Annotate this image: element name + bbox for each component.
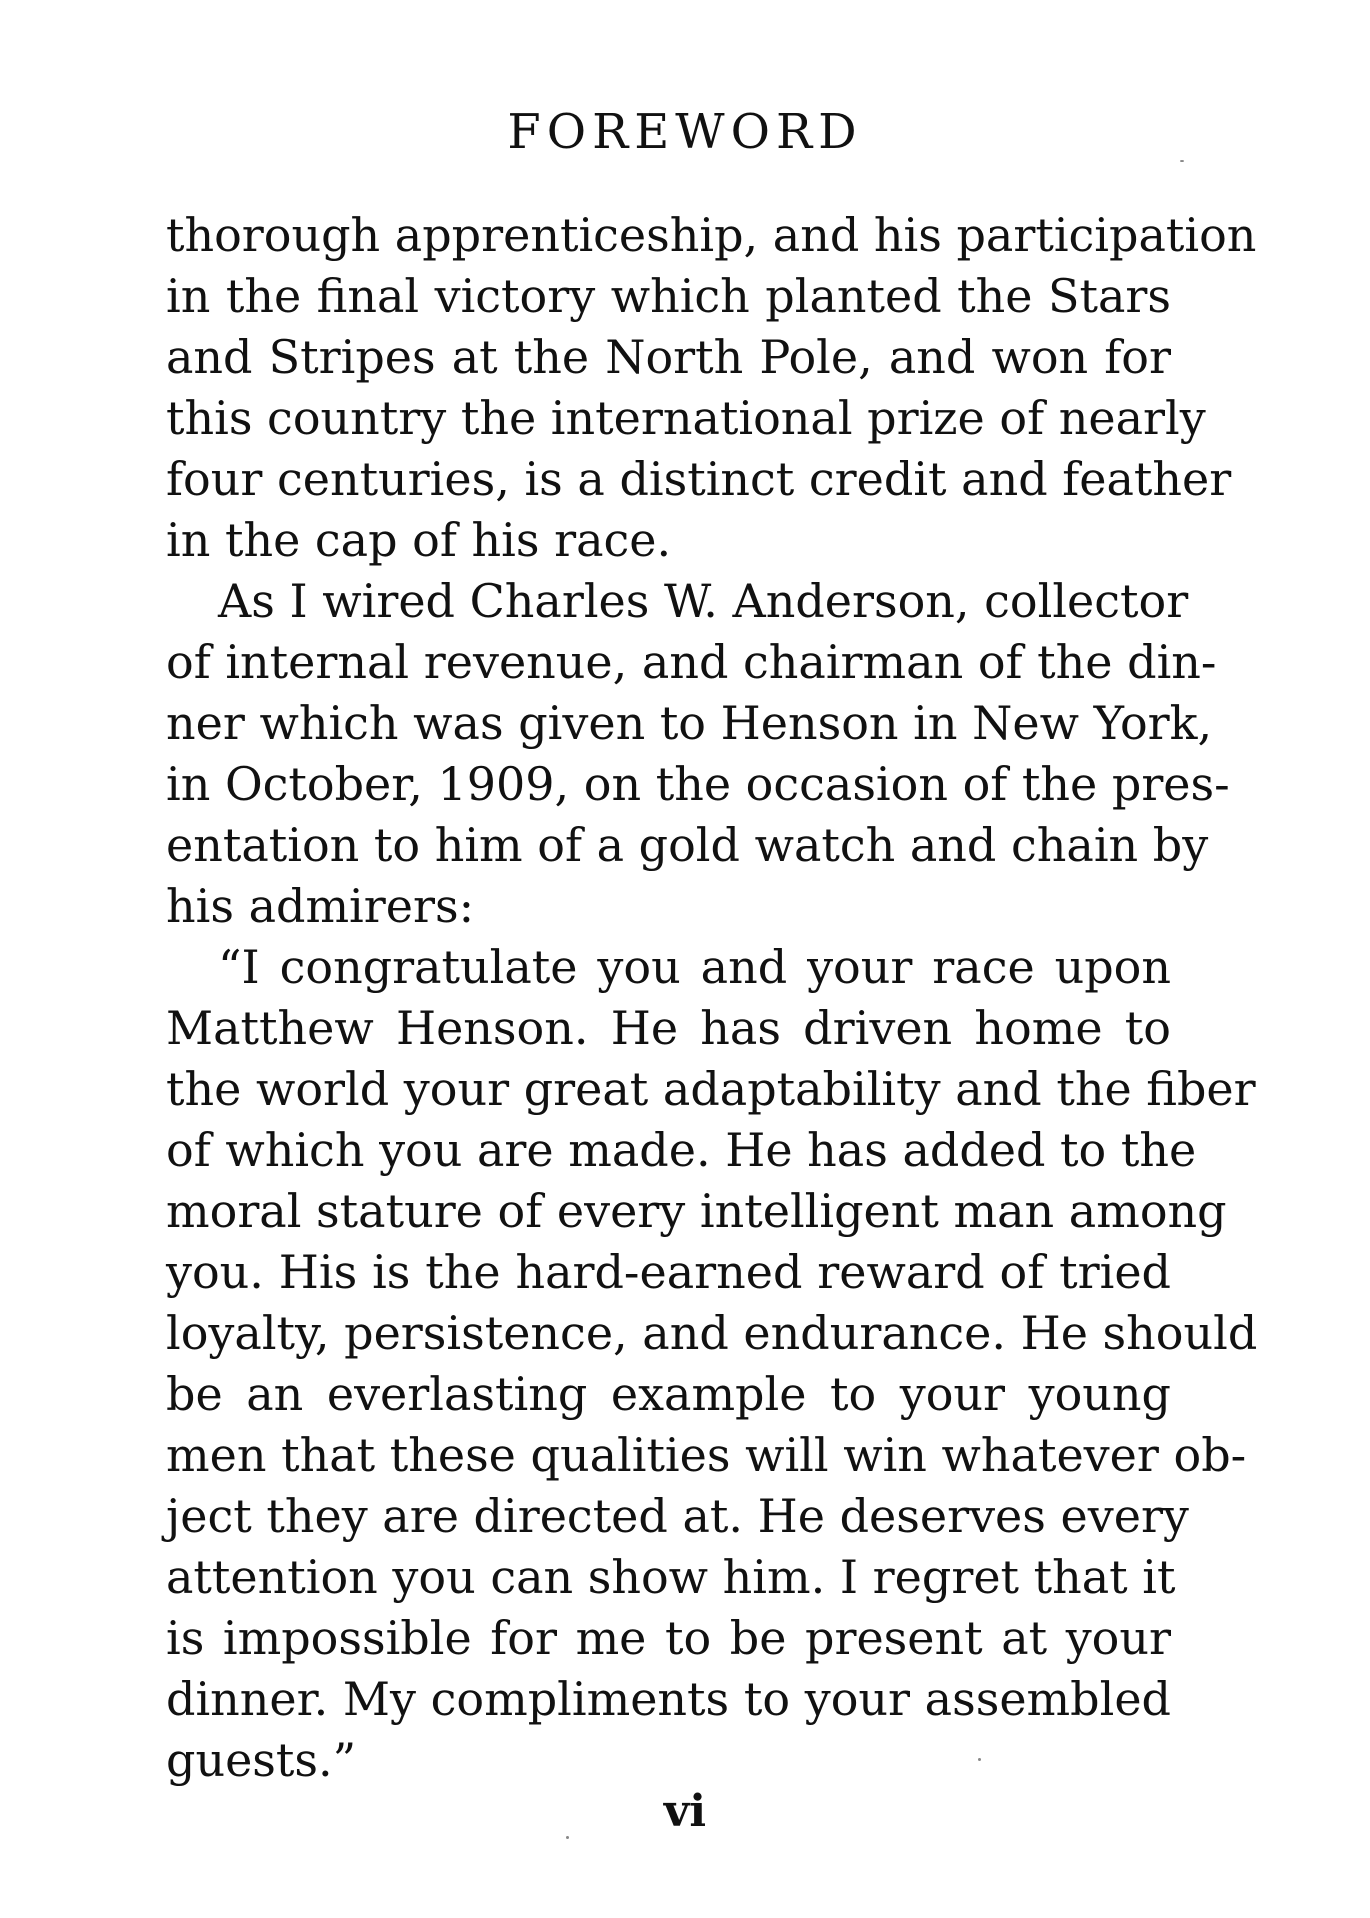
text-line: thorough apprenticeship, and his participation xyxy=(166,208,1257,262)
text-line: you. His is the hard-earned reward of tried xyxy=(166,1245,1171,1299)
text-line: dinner. My compliments to your assembled xyxy=(166,1672,1171,1726)
text-line: loyalty, persistence, and endurance. He should xyxy=(166,1306,1258,1360)
text-line: attention you can show him. I regret that it xyxy=(166,1550,1176,1604)
scan-speck xyxy=(566,1836,569,1839)
text-line: this country the international prize of nearly xyxy=(166,391,1206,445)
text-line: be an everlasting example to your young xyxy=(166,1367,1171,1421)
text-line: entation to him of a gold watch and chain by xyxy=(166,818,1209,872)
body-text xyxy=(166,205,1258,1791)
text-line: is impossible for me to be present at your xyxy=(166,1611,1171,1665)
text-line: the world your great adaptability and the fiber xyxy=(166,1062,1256,1116)
text-line: of internal revenue, and chairman of the din- xyxy=(166,635,1217,689)
page-number: vi xyxy=(663,1786,707,1837)
running-head: FOREWORD xyxy=(507,104,863,160)
text-line: in October, 1909, on the occasion of the pres- xyxy=(166,757,1230,811)
text-line: of which you are made. He has added to the xyxy=(166,1123,1197,1177)
text-line: his admirers: xyxy=(166,879,475,933)
text-line: moral stature of every intelligent man among xyxy=(166,1184,1227,1238)
text-line: guests.” xyxy=(166,1733,357,1787)
text-line: ner which was given to Henson in New York, xyxy=(166,696,1213,750)
text-line: four centuries, is a distinct credit and feather xyxy=(166,452,1232,506)
text-line: ject they are directed at. He deserves every xyxy=(166,1489,1189,1543)
scan-speck xyxy=(1180,160,1184,162)
text-line: men that these qualities will win whatever ob- xyxy=(166,1428,1247,1482)
text-line: “I congratulate you and your race upon xyxy=(218,940,1171,994)
text-line: in the final victory which planted the Stars xyxy=(166,269,1171,323)
text-line: in the cap of his race. xyxy=(166,513,672,567)
text-line: Matthew Henson. He has driven home to xyxy=(166,1001,1171,1055)
scan-speck xyxy=(978,1758,981,1761)
text-line: As I wired Charles W. Anderson, collector xyxy=(218,574,1189,628)
text-line: and Stripes at the North Pole, and won for xyxy=(166,330,1171,384)
